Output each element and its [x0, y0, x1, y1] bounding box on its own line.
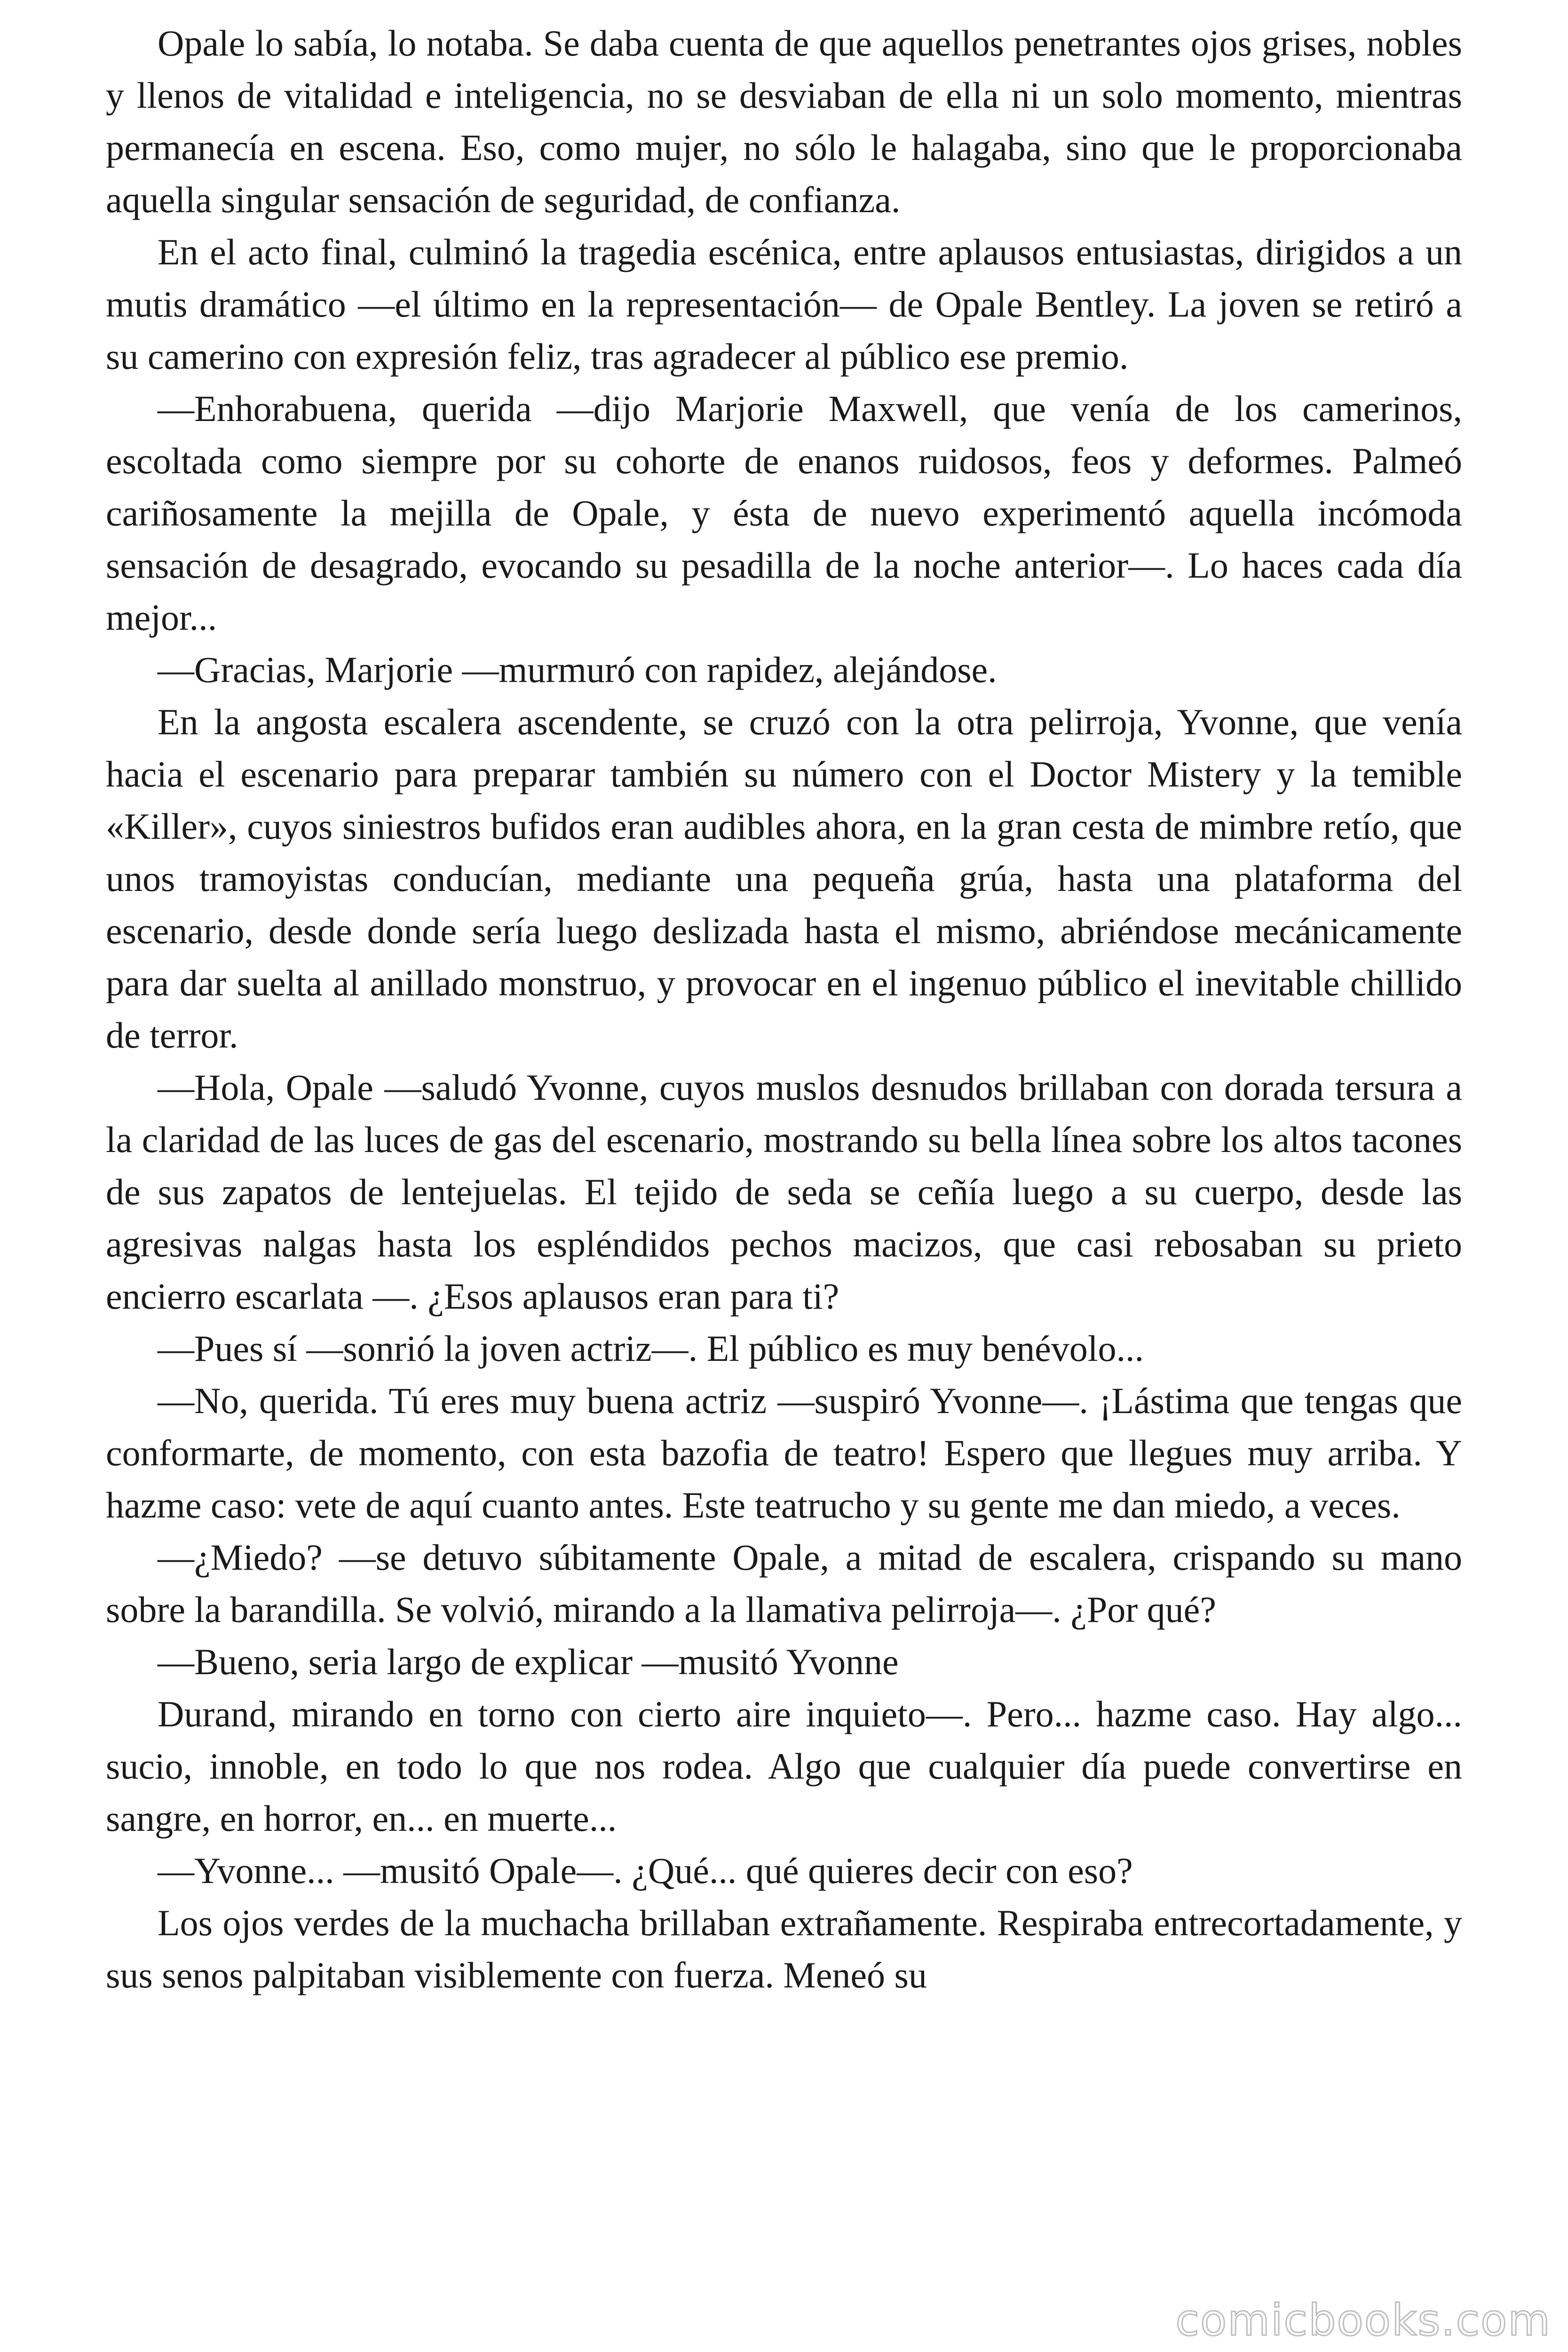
paragraph: —Gracias, Marjorie —murmuró con rapidez, alejándose.: [158, 649, 997, 690]
paragraph: Opale lo sabía, lo notaba. Se daba cuenta de que aquellos penetrantes ojos grises, nobles y llenos de vitalidad e inteligencia, no se desviaban de ella ni un solo momento, mientras permanecía en escena. Eso, como mujer, no sólo le halagaba, sino que le proporcionaba aquella singular sensación de seguridad, de confianza.: [106, 23, 1462, 220]
paragraph: En el acto final, culminó la tragedia escénica, entre aplausos entusiastas, dirigidos a un mutis dramático —el último en la representación— de Opale Bentley. La joven se retiró a su camerino con expresión feliz, tras agradecer al público ese premio.: [106, 231, 1462, 377]
paragraph: —¿Miedo? —se detuvo súbitamente Opale, a mitad de escalera, crispando su mano sobre la barandilla. Se volvió, mirando a la llamativa pelirroja—. ¿Por qué?: [106, 1537, 1462, 1630]
paragraph: —Pues sí —sonrió la joven actriz—. El público es muy benévolo...: [158, 1328, 1144, 1369]
paragraph: —Enhorabuena, querida —dijo Marjorie Maxwell, que venía de los camerinos, escoltada como siempre por su cohorte de enanos ruidosos, feos y deformes. Palmeó cariñosamente la mejilla de Opale, y ésta de nuevo experimentó aquella incómoda sensación de desagrado, evocando su pesadilla de la noche anterior—. Lo haces cada día mejor...: [106, 388, 1462, 638]
paragraph: Los ojos verdes de la muchacha brillaban extrañamente. Respiraba entrecortadamente, y sus senos palpitaban visiblemente con fuerza. Meneó su: [106, 1902, 1462, 1995]
watermark: comicbooks.com: [1175, 2295, 1551, 2345]
paragraph: Durand, mirando en torno con cierto aire inquieto—. Pero... hazme caso. Hay algo... sucio, innoble, en todo lo que nos rodea. Algo que cualquier día puede convertirse en sangre, en horror, en... en muerte...: [106, 1693, 1462, 1839]
paragraph: —Yvonne... —musitó Opale—. ¿Qué... qué quieres decir con eso?: [158, 1850, 1133, 1891]
paragraph: En la angosta escalera ascendente, se cruzó con la otra pelirroja, Yvonne, que venía hacia el escenario para preparar también su número con el Doctor Mistery y la temible «Killer», cuyos siniestros bufidos eran audibles ahora, en la gran cesta de mimbre retío, que unos tramoyistas conducían, mediante una pequeña grúa, hasta una plataforma del escenario, desde donde sería luego deslizada hasta el mismo, abriéndose mecánicamente para dar suelta al anillado monstruo, y provocar en el ingenuo público el inevitable chillido de terror.: [106, 701, 1462, 1056]
paragraph: —Hola, Opale —saludó Yvonne, cuyos muslos desnudos brillaban con dorada tersura a la claridad de las luces de gas del escenario, mostrando su bella línea sobre los altos tacones de sus zapatos de lentejuelas. El tejido de seda se ceñía luego a su cuerpo, desde las agresivas nalgas hasta los espléndidos pechos macizos, que casi rebosaban su prieto encierro escarlata —. ¿Esos aplausos eran para ti?: [106, 1067, 1462, 1317]
paragraph: —Bueno, seria largo de explicar —musitó Yvonne: [158, 1641, 899, 1682]
paragraph: —No, querida. Tú eres muy buena actriz —suspiró Yvonne—. ¡Lástima que tengas que conformarte, de momento, con esta bazofia de teatro! Espero que llegues muy arriba. Y hazme caso: vete de aquí cuanto antes. Este teatrucho y su gente me dan miedo, a veces.: [106, 1380, 1462, 1526]
page-text: [106, 17, 1462, 2001]
